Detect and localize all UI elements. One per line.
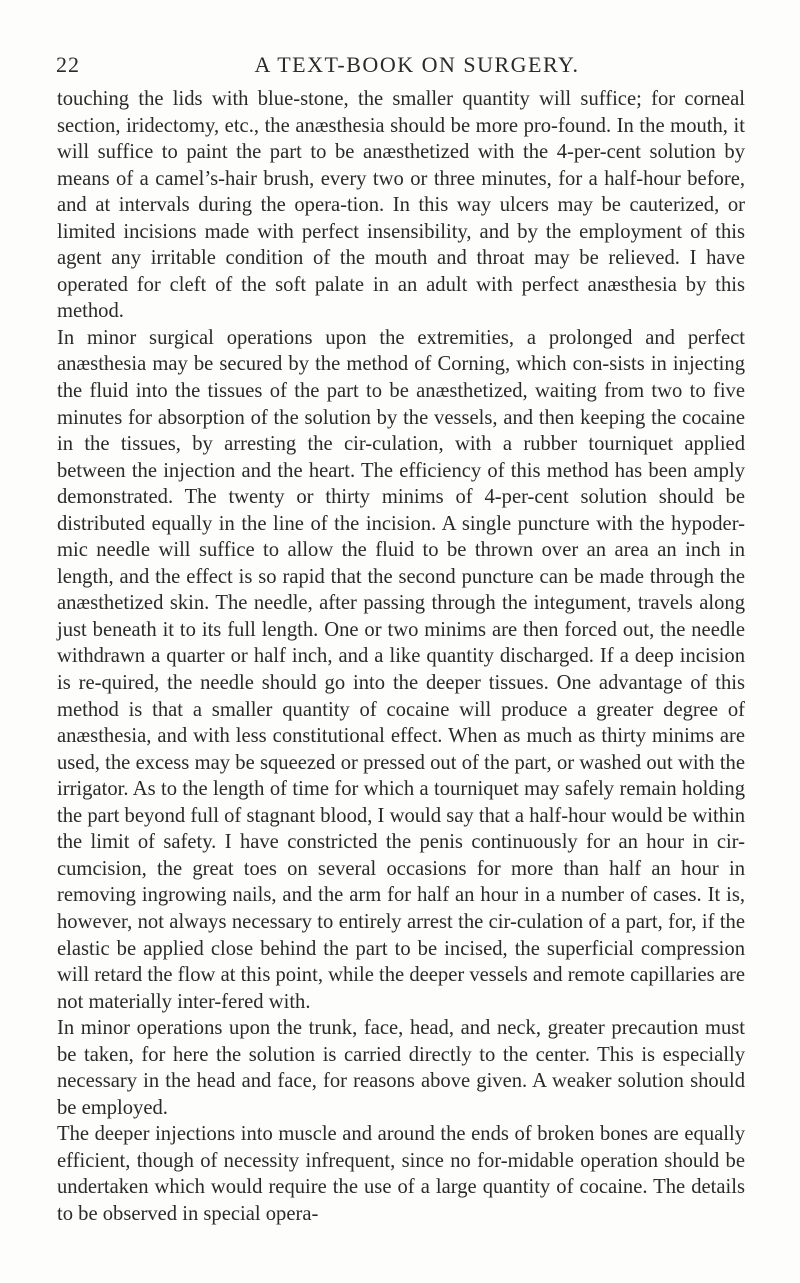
paragraph: touching the lids with blue-stone, the smaller quantity will suffice; for corneal section, iridectomy, etc., the anæsthesia should be more pro-found. In the mouth, it will suffice to paint the part to be anæsthetized with the 4-per-cent solution by means of a camel’s-hair brush, every two or three minutes, for a half-hour before, and at intervals during the opera-tion. In this way ulcers may be cauterized, or limited incisions made with perfect insensibility, and by the employment of this agent any irritable condition of the mouth and throat may be relieved. I have operated for cleft of the soft palate in an adult with perfect anæsthesia by this method. [57, 88, 745, 323]
paragraph: In minor surgical operations upon the extremities, a prolonged and perfect anæsthesia may be secured by the method of Corning, which con-sists in injecting the fluid into the tissues of the part to be anæsthetized, waiting from two to five minutes for absorption of the solution by the vessels, and then keeping the cocaine in the tissues, by arresting the cir-culation, with a rubber tourniquet applied between the injection and the heart. The efficiency of this method has been amply demonstrated. The twenty or thirty minims of 4-per-cent solution should be distributed equally in the line of the incision. A single puncture with the hypoder-mic needle will suffice to allow the fluid to be thrown over an area an inch in length, and the effect is so rapid that the second puncture can be made through the anæsthetized skin. The needle, after passing through the integument, travels along just beneath it to its full length. One or two minims are then forced out, the needle withdrawn a quarter or half inch, and a like quantity discharged. If a deep incision is re-quired, the needle should go into the deeper tissues. One advantage of this method is that a smaller quantity of cocaine will produce a greater degree of anæsthesia, and with less constitutional effect. When as much as thirty minims are used, the excess may be squeezed or pressed out of the part, or washed out with the irrigator. As to the length of time for which a tourniquet may safely remain holding the part beyond full of stagnant blood, I would say that a half-hour would be within the limit of safety. I have constricted the penis continuously for an hour in cir-cumcision, the great toes on several occasions for more than half an hour in removing ingrowing nails, and the arm for half an hour in a number of cases. It is, however, not always necessary to entirely arrest the cir-culation of a part, for, if the elastic be applied close behind the part to be incised, the superficial compression will retard the flow at this point, while the deeper vessels and remote capillaries are not materially inter-fered with. [57, 326, 745, 1013]
running-head [56, 52, 752, 80]
page-number: 22 [56, 52, 80, 77]
paragraph: In minor operations upon the trunk, face, head, and neck, greater precaution must be taken, for here the solution is carried directly to the center. This is especially necessary in the head and face, for reasons above given. A weaker solution should be employed. [57, 1017, 745, 1119]
paragraph: The deeper injections into muscle and around the ends of broken bones are equally efficient, though of necessity infrequent, since no for-midable operation should be undertaken which would require the use of a large quantity of cocaine. The details to be observed in special opera- [57, 1123, 745, 1225]
body-text [57, 86, 745, 1228]
running-head-title: A TEXT-BOOK ON SURGERY. [254, 52, 580, 77]
